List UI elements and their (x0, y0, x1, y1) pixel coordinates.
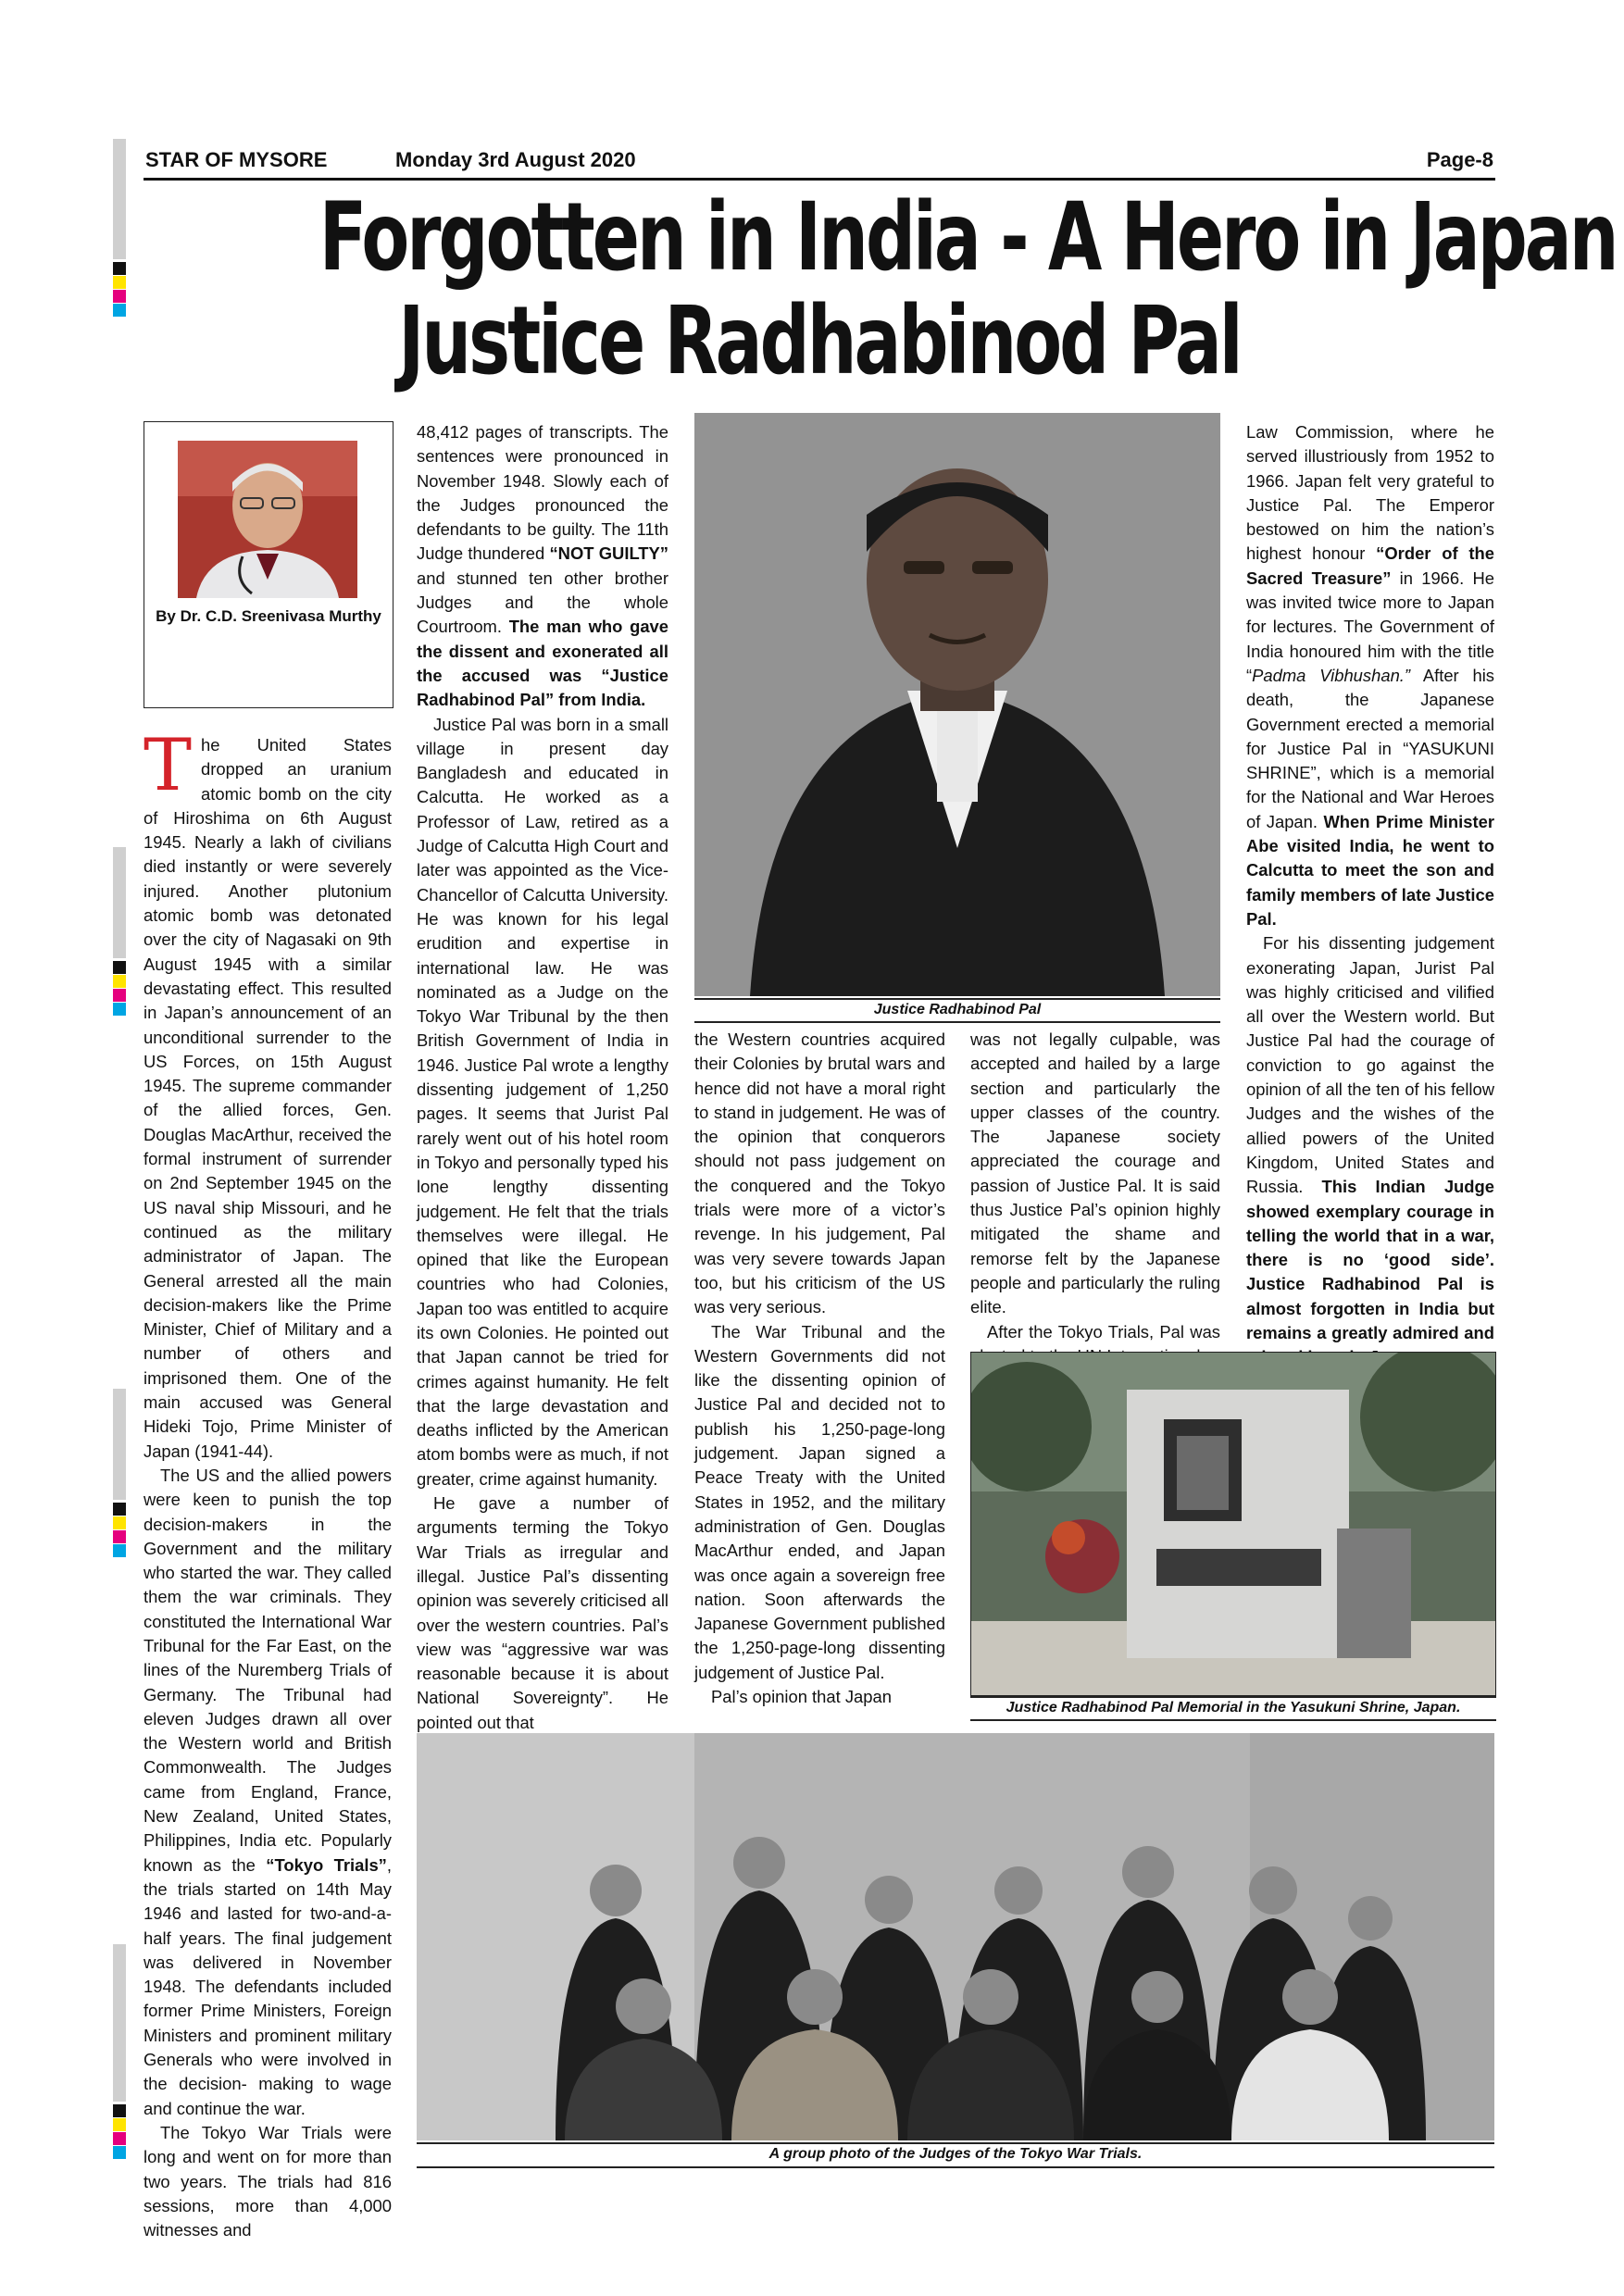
group-photo-caption: A group photo of the Judges of the Tokyo War Trials. (768, 2146, 1143, 2162)
paragraph: The Tokyo War Trials were long and went on for more than two years. The trials had 816 sessions, more than 4,000 witnesses and (144, 2122, 392, 2240)
caption-rule (417, 2166, 1494, 2168)
byline: By Dr. C.D. Sreenivasa Murthy (156, 607, 381, 625)
swatch-black (113, 1503, 126, 1516)
author-photo (178, 441, 357, 598)
portrait-caption: Justice Radhabinod Pal (873, 1002, 1042, 1017)
paragraph: For his dissenting judgement exonerating Japan, Jurist Pal was highly criticised and vilified all over the Western world. But Justice Pal had the courage of conviction to go against the opinion of all the ten of his fellow Judges and the wishes of the allied powers of the United Kingdom, United States and Russia. (1246, 933, 1494, 1197)
group-photo-icon (417, 1733, 1494, 2140)
swatch-yellow (113, 975, 126, 988)
paragraph: Pal’s opinion that Japan (711, 1687, 892, 1707)
paragraph: in 1966. He was invited twice more to Japan for lectures. The Government of India honoured him with the title “ (1246, 568, 1494, 685)
grey-bar (113, 847, 126, 958)
publication-name: STAR OF MYSORE (145, 148, 328, 171)
paragraph: He gave a number of arguments terming the Tokyo War Trials as irregular and illegal. Justice Pal’s dissenting opinion was severely criticised all over the western countries. Pal’s view was “aggressive war was reasonable because it is about National Sovereignty”. He pointed out that (417, 1493, 668, 1732)
swatch-magenta (113, 290, 126, 303)
paragraph: , the trials started on 14th May 1946 and lasted for two-and-a-half years. The final judgement was delivered in November 1948. The defendants included former Prime Ministers, Foreign Ministers and prominent military Generals who were involved in the decision- making to wage and continue the war. (144, 1854, 392, 2118)
paragraph: Justice Pal was born in a small village in present day Bangladesh and educated in Calcutta. He worked as a Professor of Law, retired as a Judge of Calcutta High Court and later was appointed as the Vice-Chancellor of Calcutta University. He was known for his legal erudition and expertise in international law. He was nominated as a Judge on the Tokyo War Tribunal by the then British Government of India in 1946. Justice Pal wrote a lengthy dissenting judgement of 1,250 pages. It seems that Jurist Pal rarely went out of his hotel room in Tokyo and personally typed his lone lengthy dissenting judgement. He felt that the trials themselves were illegal. He opined that like the European countries who had Colonies, Japan too was entitled to acquire its own Colonies. He pointed out that Japan cannot be tried for crimes against humanity. He felt that the large devastation and deaths inflicted by the American atom bombs were as much, if not greater, crime against humanity. (417, 714, 668, 1489)
paragraph: 48,412 pages of transcripts. The sentences were pronounced in November 1948. Slowly each of the Judges pronounced the defendants to be guilty. The 11th Judge thundered (417, 422, 668, 564)
grey-bar (113, 1389, 126, 1500)
bold-text: “Order of the Sacred Treasure” (1246, 543, 1494, 588)
swatch-cyan (113, 1003, 126, 1016)
paragraph: was not legally culpable, was accepted and hailed by a large section and particularly the upper classes of the country. The Japanese society appreciated the courage and passion of Justice Pal. It is said thus Justice Pal’s opinion highly mitigated the shame and remorse felt by the Japanese people and particularly the ruling elite. (970, 1029, 1220, 1317)
bold-text: The man who gave the dissent and exonerated all the accused was “Justice Radhabinod Pal” from India. (417, 617, 668, 710)
article-column-1 (144, 724, 392, 2242)
paragraph: he United States dropped an uranium atomic bomb on the city of Hiroshima on 6th August 1945. Nearly a lakh of civilians died instantly or were severely injured. Another plutonium atomic bomb was detonated over the city of Nagasaki on 9th August 1945 with a similar devastating effect. This resulted in Japan’s announcement of an unconditional surrender to the US Forces, on 15th August 1945. The supreme commander of the allied forces, Gen. Douglas MacArthur, received the formal instrument of surrender on 2nd September 1945 on the US naval ship Missouri, and he continued as the military administrator of Japan. The General arrested all the main decision-makers like the Prime Minister, Chief of Military and a number of others and imprisoned them. One of the main accused was General Hideki Tojo, Prime Minister of Japan (1941-44). (144, 735, 392, 1461)
caption-rule (417, 2142, 1494, 2144)
swatch-yellow (113, 276, 126, 289)
swatch-cyan (113, 304, 126, 317)
article-column-3 (694, 1028, 945, 1709)
paragraph: The US and the allied powers were keen to punish the top decision-makers in the Government and the military who started the war. They called them the war criminals. They constituted the International War Tribunal for the Far East, on the lines of the Nuremberg Trials of Germany. The Tribunal had eleven Judges drawn all over the Western world and British Commonwealth. The Judges came from England, France, New Zealand, United States, Philippines, India etc. Popularly known as the (144, 1465, 392, 1875)
article-column-2 (417, 420, 668, 1735)
bold-text: “NOT GUILTY” (549, 543, 669, 564)
page-number: Page-8 (1426, 148, 1493, 171)
swatch-magenta (113, 1530, 126, 1543)
caption-rule (694, 998, 1220, 1000)
judges-group-photo (417, 1733, 1494, 2140)
portrait-photo-icon (694, 413, 1220, 996)
memorial-photo-icon (971, 1353, 1495, 1695)
swatch-cyan (113, 1544, 126, 1557)
caption-rule (694, 1021, 1220, 1023)
masthead (144, 146, 1495, 181)
paragraph: After his death, the Japanese Government erected a memorial for Justice Pal in “YASUKUNI SHRINE”, which is a memorial for the National and War Heroes of Japan. (1246, 665, 1494, 831)
swatch-magenta (113, 989, 126, 1002)
swatch-black (113, 262, 126, 275)
memorial-caption: Justice Radhabinod Pal Memorial in the Yasukuni Shrine, Japan. (1006, 1700, 1461, 1716)
caption-rule (970, 1696, 1496, 1698)
swatch-black (113, 2104, 126, 2117)
justice-pal-portrait (694, 413, 1220, 996)
swatch-cyan (113, 2146, 126, 2159)
article-column-5 (1246, 420, 1494, 1370)
author-box (144, 421, 394, 708)
swatch-yellow (113, 2118, 126, 2131)
memorial-photo (970, 1352, 1496, 1696)
bold-text: When Prime Minister Abe visited India, he went to Calcutta to meet the son and family members of late Justice Pal. (1246, 811, 1494, 929)
grey-bar (113, 1944, 126, 2102)
drop-cap: T (144, 724, 193, 807)
author-portrait-icon (178, 441, 357, 598)
caption-rule (970, 1719, 1496, 1721)
headline-line-2: Justice Radhabinod Pal (398, 286, 1241, 396)
paragraph: the Western countries acquired their Colonies by brutal wars and hence did not have a moral right to stand in judgement. He was of the opinion that conquerors should not pass judgement on the conquered and the Tokyo trials were more of a victor’s revenge. In his judgement, Pal was very severe towards Japan too, but his criticism of the US was very serious. (694, 1029, 945, 1317)
bold-text: “Tokyo Trials” (266, 1854, 387, 1875)
swatch-yellow (113, 1516, 126, 1529)
italic-text: Padma Vibhushan.” (1252, 665, 1411, 685)
paragraph: Law Commission, where he served illustriously from 1952 to 1966. Japan felt very grateful to Justice Pal. The Emperor bestowed on him the nation’s highest honour (1246, 422, 1494, 564)
swatch-magenta (113, 2132, 126, 2145)
headline-line-1: Forgotten in India - A Hero in Japan (319, 182, 1617, 293)
paragraph: After the Tokyo Trials, Pal was (987, 1321, 1220, 1341)
bold-text: This Indian Judge showed exemplary courage in telling the world that in a war, there is no ‘good side’. Justice Radhabinod Pal is almost forgotten in India but remains a greatly admired and (1246, 1177, 1494, 1342)
swatch-black (113, 961, 126, 974)
issue-date: Monday 3rd August 2020 (395, 148, 636, 171)
article-column-4 (970, 1028, 1220, 1368)
paragraph: The War Tribunal and the Western Governments did not like the dissenting opinion of Justice Pal and decided not to publish his 1,250-page-long judgement. Japan signed a Peace Treaty with the United States in 1952, and the military administration of Gen. Douglas MacArthur ended, and Japan was once again a sovereign free nation. Soon afterwards the Japanese Government published the 1,250-page-long dissenting judgement of Justice Pal. (694, 1321, 945, 1682)
paragraph: and stunned ten other brother Judges and the whole Courtroom. (417, 568, 668, 637)
grey-bar (113, 139, 126, 259)
